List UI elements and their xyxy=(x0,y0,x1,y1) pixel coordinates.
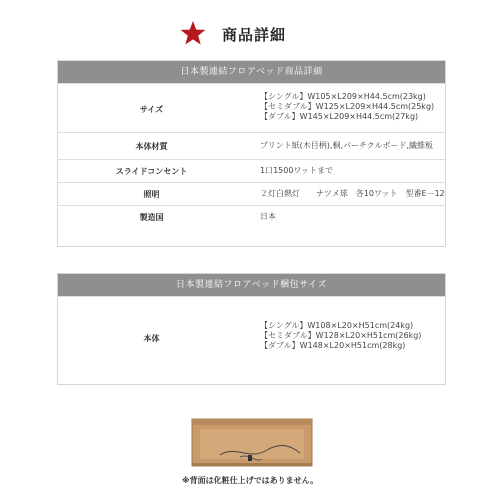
row-label: スライドコンセント xyxy=(115,167,188,176)
product-details-table xyxy=(57,60,446,247)
row-label: 照明 xyxy=(143,190,160,199)
page-title: 商品詳細 xyxy=(222,26,287,44)
row-value xyxy=(260,189,445,199)
table-row xyxy=(58,182,445,205)
value-line: 【シングル】W105×L209×H44.5cm(23kg) xyxy=(260,92,426,101)
row-label: 本体 xyxy=(143,334,160,343)
table-row xyxy=(58,205,445,228)
row-label: 製造国 xyxy=(139,213,164,222)
row-value xyxy=(260,166,333,176)
value-line: 【シングル】W108×L20×H51cm(24kg) xyxy=(260,321,414,330)
package-size-table xyxy=(57,273,446,385)
value-line: プリント紙(木目柄),桐,パーチクルボード,繊維板 xyxy=(260,141,433,150)
value-line: 【ダブル】W145×L209×H44.5cm(27kg) xyxy=(260,112,419,121)
row-value xyxy=(260,92,434,122)
table-row xyxy=(58,132,445,159)
row-label: サイズ xyxy=(139,105,164,114)
table-row xyxy=(58,296,445,384)
table-row xyxy=(58,159,445,182)
table-row xyxy=(58,83,445,132)
value-line: ２灯白熱灯 ナツメ球 各10ワット 型番E－12 xyxy=(260,189,445,198)
row-value xyxy=(260,321,421,351)
value-line: 【ダブル】W148×L20×H51cm(28kg) xyxy=(260,341,406,350)
package-size-title: 日本製連結フロアベッド梱包サイズ xyxy=(58,274,445,296)
value-line: 1口1500ワットまで xyxy=(260,166,334,175)
bed-headboard-image xyxy=(190,415,314,468)
page-header xyxy=(0,20,500,50)
row-label: 本体材質 xyxy=(135,142,168,151)
star-icon xyxy=(180,20,206,46)
value-line: 【セミダブル】W125×L209×H44.5cm(25kg) xyxy=(260,102,435,111)
row-value xyxy=(260,141,433,151)
value-line: 【セミダブル】W128×L20×H51cm(26kg) xyxy=(260,331,422,340)
row-value xyxy=(260,212,276,222)
product-details-title: 日本製連結フロアベッド商品詳細 xyxy=(58,61,445,83)
note-caption: ※背面は化粧仕上げではありません。 xyxy=(181,476,319,485)
value-line: 日本 xyxy=(260,212,276,221)
